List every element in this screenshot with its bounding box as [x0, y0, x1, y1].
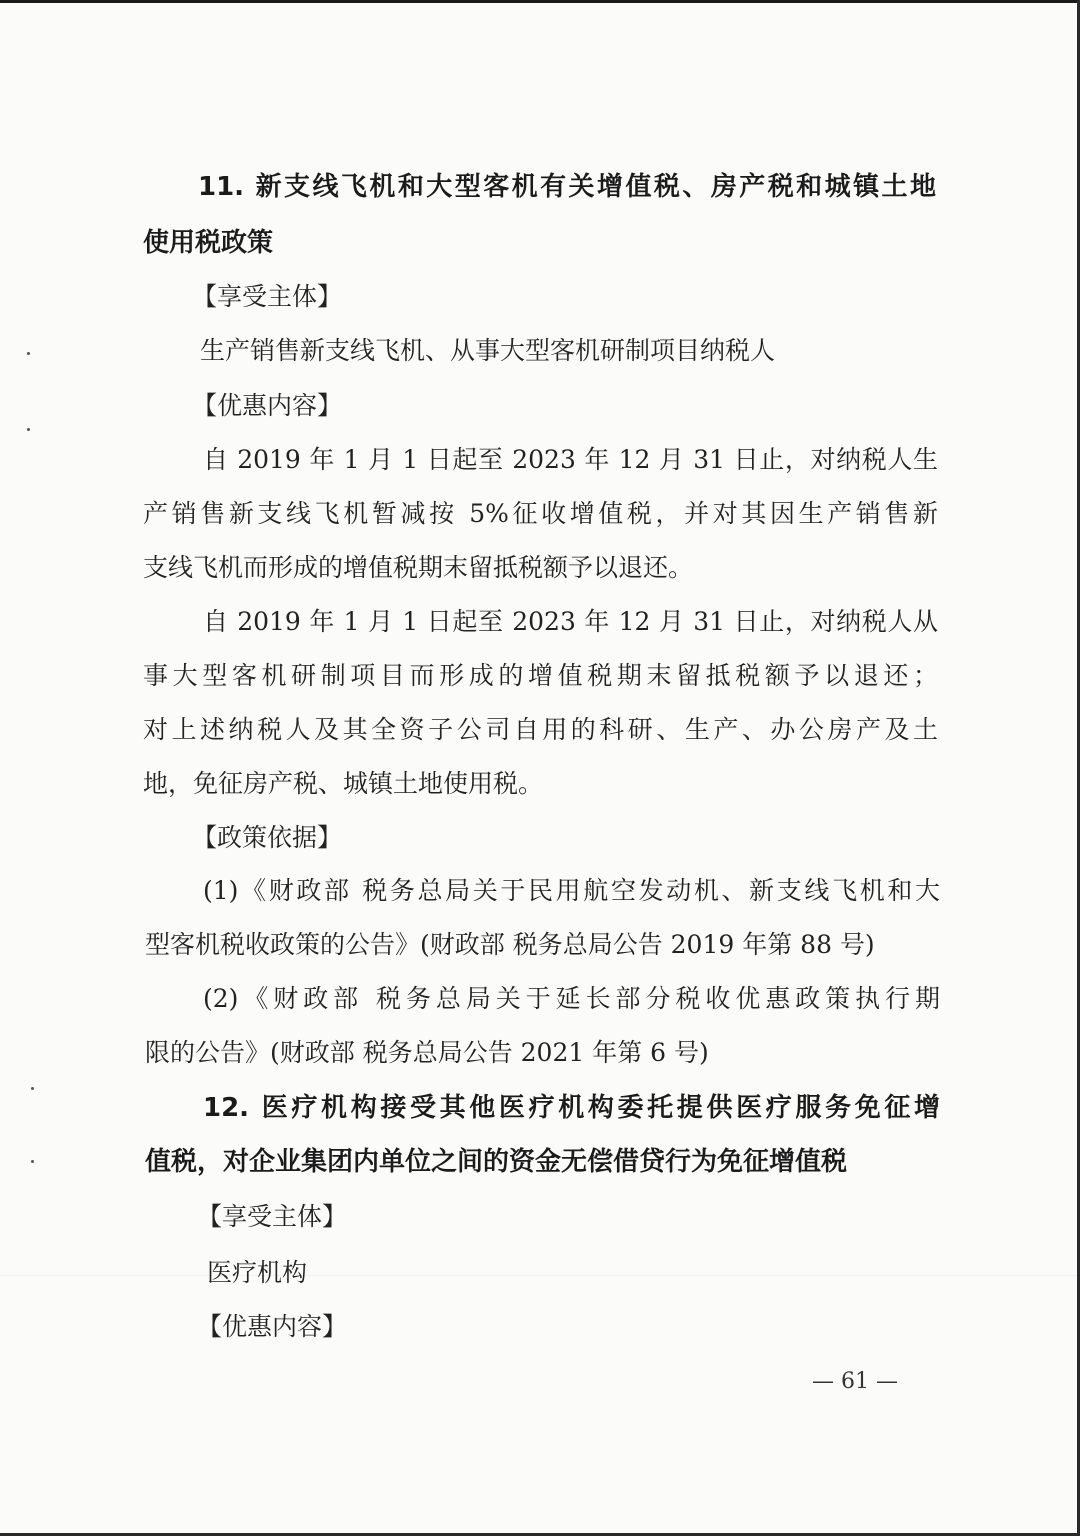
section-12-beneficiary-label: 【享受主体】: [197, 1202, 348, 1231]
section-11-content-label: 【优惠内容】: [192, 391, 343, 420]
section-11-content-p2-line-3: 对上述纳税人及其全资子公司自用的科研、生产、办公房产及土: [143, 715, 938, 744]
section-11-basis-line-2: 型客机税收政策的公告》(财政部 税务总局公告 2019 年第 88 号): [145, 930, 875, 959]
section-12-content-label: 【优惠内容】: [197, 1312, 348, 1341]
section-11-title-line-2: 使用税政策: [143, 228, 274, 258]
scan-edge-top: [0, 0, 1080, 3]
section-11-content-p2-line-4: 地，免征房产税、城镇土地使用税。: [143, 769, 544, 798]
section-11-basis-line-4: 限的公告》(财政部 税务总局公告 2021 年第 6 号): [145, 1038, 709, 1067]
scan-fold-line: [0, 1275, 1080, 1276]
section-11-content-p1-line-3: 支线飞机而形成的增值税期末留抵税额予以退还。: [143, 553, 694, 582]
section-11-basis-line-3: (2)《财政部 税务总局关于延长部分税收优惠政策执行期: [203, 984, 940, 1013]
section-12-beneficiary-text: 医疗机构: [207, 1258, 308, 1287]
section-11-basis-line-1: (1)《财政部 税务总局关于民用航空发动机、新支线飞机和大: [203, 876, 940, 905]
scan-speck: [27, 428, 30, 431]
section-11-content-p2-line-2: 事大型客机研制项目而形成的增值税期末留抵税额予以退还；: [143, 661, 938, 690]
section-11-content-p1-line-2: 产销售新支线飞机暂减按 5%征收增值税，并对其因生产销售新: [143, 499, 938, 528]
scan-speck: [27, 352, 30, 355]
section-12-title-line-2: 值税，对企业集团内单位之间的资金无偿借贷行为免征增值税: [145, 1147, 848, 1177]
section-11-beneficiary-text: 生产销售新支线飞机、从事大型客机研制项目纳税人: [200, 336, 776, 365]
section-12-title-line-1: 12. 医疗机构接受其他医疗机构委托提供医疗服务免征增: [203, 1093, 940, 1123]
scan-speck: [31, 1087, 34, 1090]
scan-speck: [31, 1160, 34, 1163]
section-11-basis-label: 【政策依据】: [192, 823, 343, 852]
section-11-content-p2-line-1: 自 2019 年 1 月 1 日起至 2023 年 12 月 31 日止，对纳税人从: [203, 607, 938, 636]
section-11-title-line-1: 11. 新支线飞机和大型客机有关增值税、房产税和城镇土地: [198, 172, 936, 202]
page-number: — 61 —: [812, 1369, 898, 1394]
section-11-beneficiary-label: 【享受主体】: [192, 282, 343, 311]
section-11-content-p1-line-1: 自 2019 年 1 月 1 日起至 2023 年 12 月 31 日止，对纳税人生: [203, 445, 938, 474]
